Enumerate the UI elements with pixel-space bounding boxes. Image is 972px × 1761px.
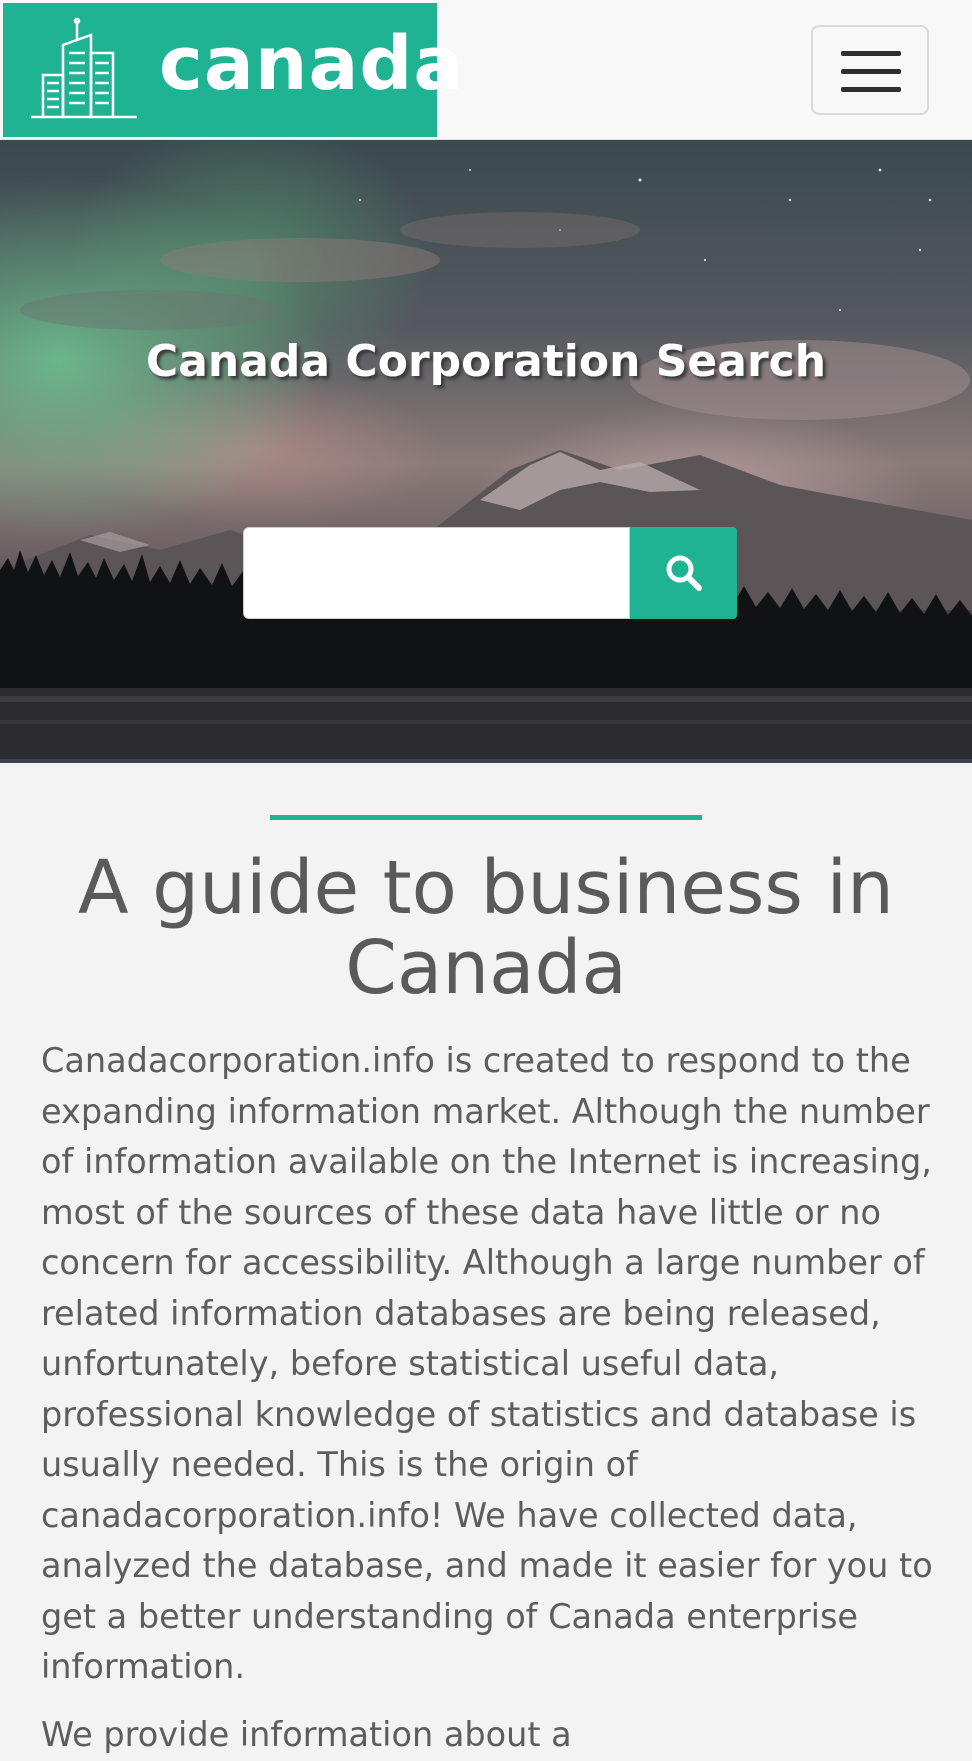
- mountain-landscape-image: [0, 140, 972, 762]
- hero-banner: [0, 140, 972, 762]
- hero-bottom-border: [0, 759, 972, 763]
- logo-text: canada: [159, 21, 465, 107]
- site-logo[interactable]: [3, 3, 465, 137]
- search-button[interactable]: [630, 527, 737, 619]
- city-buildings-icon: [29, 17, 139, 121]
- search-icon: [664, 553, 704, 593]
- menu-toggle-button[interactable]: [811, 25, 929, 115]
- second-paragraph: We provide information about a: [41, 1715, 572, 1754]
- intro-paragraph: Canadacorporation.info is created to respond to the expanding information market. Although the number of information available on the Internet is increasing, most of the sources of these data have little or no concern for accessibility. Although a large number of related information databases are being released, unfortunately, before statistical useful data, professional knowledge of statistics and database is usually needed. This is the origin of canadacorporation.info! We have collected data, analyzed the database, and made it easier for you to get a better understanding of Canada enterprise information.: [41, 1041, 933, 1686]
- navbar: [0, 0, 972, 140]
- hero-title: Canada Corporation Search: [145, 336, 827, 387]
- section-heading: A guide to business in Canada: [78, 845, 894, 1011]
- search-input[interactable]: [243, 527, 630, 619]
- section-divider: [270, 815, 702, 820]
